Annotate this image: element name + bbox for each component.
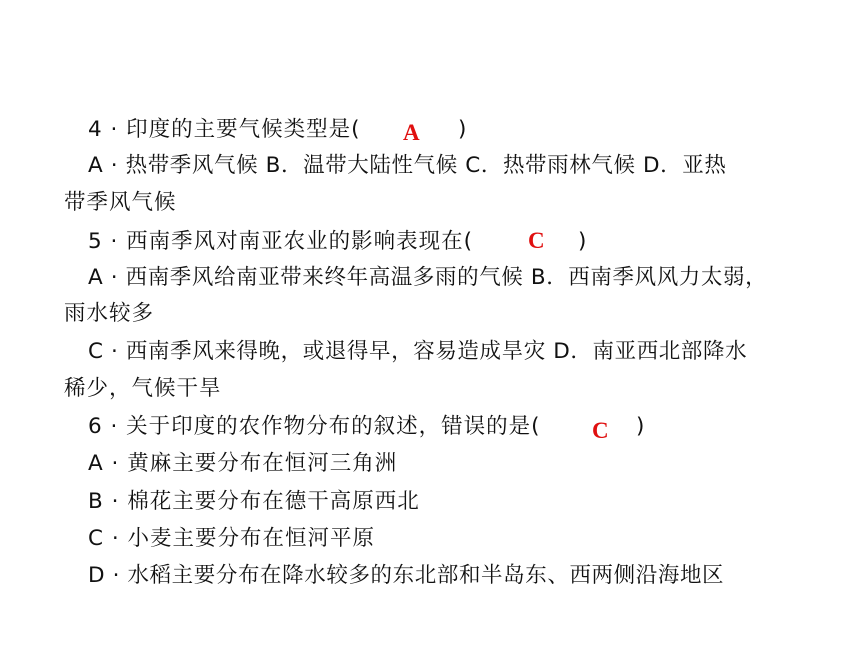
q6-close-paren: ) [636,414,646,439]
q6-stem: 6 · 关于印度的农作物分布的叙述，错误的是( [88,414,541,439]
q6-option-d: D · 水稻主要分布在降水较多的东北部和半岛东、西两侧沿海地区 [88,563,725,588]
q5-option-a-line1: A · 西南季风给南亚带来终年高温多雨的气候 B．西南季风风力太弱， [88,265,768,290]
q5-close-paren: ) [578,229,588,254]
q5-option-a-line2: 雨水较多 [64,301,155,326]
q5-answer: C [528,228,545,253]
q4-options-line2: 带季风气候 [64,190,177,215]
q5-option-c-line2: 稀少，气候干旱 [64,376,222,401]
q4-options-line1: A · 热带季风气候 B．温带大陆性气候 C．热带雨林气候 D．亚热 [88,153,727,178]
q6-option-a: A · 黄麻主要分布在恒河三角洲 [88,451,398,476]
q5-option-c-line1: C · 西南季风来得晚，或退得早，容易造成旱灾 D．南亚西北部降水 [88,339,748,364]
q6-option-b: B · 棉花主要分布在德干高原西北 [88,489,420,514]
q6-option-c: C · 小麦主要分布在恒河平原 [88,526,376,551]
q4-answer: A [403,120,420,145]
q5-stem: 5 · 西南季风对南亚农业的影响表现在( [88,229,474,254]
q6-answer: C [592,418,609,443]
q4-close-paren: ) [458,117,468,142]
q4-stem: 4 · 印度的主要气候类型是( [88,117,361,142]
